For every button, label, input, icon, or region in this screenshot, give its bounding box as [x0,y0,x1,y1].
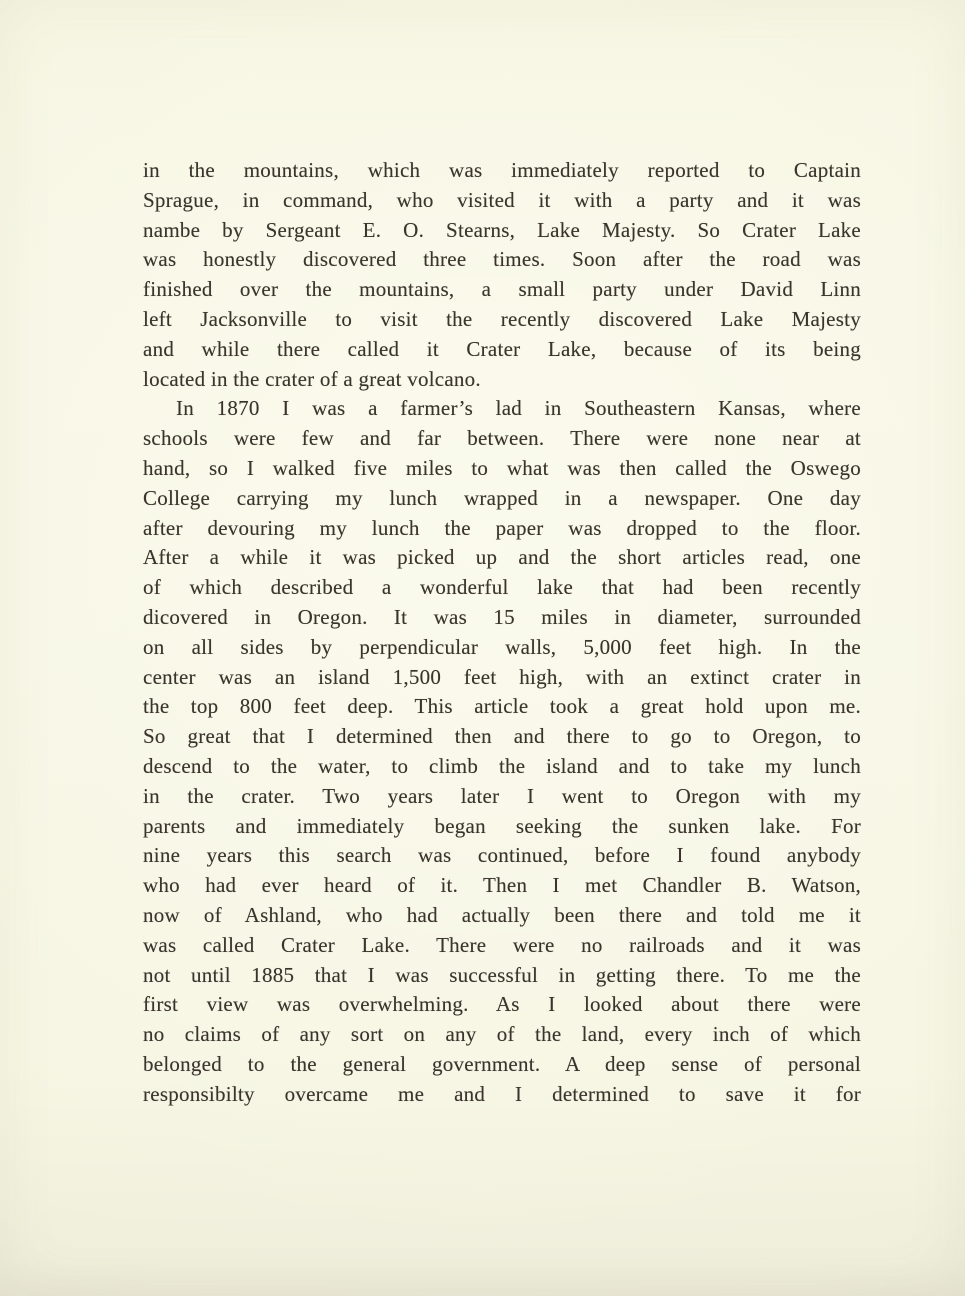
text-line: parents and immediately began seeking the sunken lake. For [143,813,861,838]
text-line: dicovered in Oregon. It was 15 miles in diameter, surrounded [143,604,861,629]
text-line: first view was overwhelming. As I looked about there were [143,992,861,1017]
text-line: not until 1885 that I was successful in getting there. To me the [143,962,861,987]
text-line: on all sides by perpendicular walls, 5,000 feet high. In the [143,634,861,659]
text-line: the top 800 feet deep. This article took a great hold upon me. [143,694,861,719]
text-line: nine years this search was continued, before I found anybody [143,843,861,868]
text-line: In 1870 I was a farmer’s lad in Southeastern Kansas, where [176,396,861,421]
text-line: now of Ashland, who had actually been there and told me it [143,902,861,927]
text-line: schools were few and far between. There were none near at [143,426,861,451]
text-line: located in the crater of a great volcano. [143,366,481,391]
text-line: nambe by Sergeant E. O. Stearns, Lake Majesty. So Crater Lake [143,217,861,242]
text-line: finished over the mountains, a small party under David Linn [143,277,861,302]
text-line: descend to the water, to climb the island and to take my lunch [143,753,861,778]
text-line: no claims of any sort on any of the land, every inch of which [143,1022,861,1047]
text-line: After a while it was picked up and the short articles read, one [143,545,861,570]
text-line: who had ever heard of it. Then I met Chandler B. Watson, [143,873,861,898]
text-line: Sprague, in command, who visited it with a party and it was [143,187,861,212]
text-line: in the crater. Two years later I went to Oregon with my [143,783,861,808]
text-line: responsibilty overcame me and I determined to save it for [143,1081,861,1106]
text-line: was honestly discovered three times. Soon after the road was [143,247,861,272]
text-line: So great that I determined then and there to go to Oregon, to [143,724,861,749]
text-block [143,156,861,1110]
text-line: College carrying my lunch wrapped in a newspaper. One day [143,485,861,510]
text-line: and while there called it Crater Lake, because of its being [143,336,861,361]
text-line: of which described a wonderful lake that had been recently [143,575,861,600]
text-line: belonged to the general government. A deep sense of personal [143,1051,861,1076]
text-line: in the mountains, which was immediately reported to Captain [143,158,861,182]
text-line: after devouring my lunch the paper was dropped to the floor. [143,515,861,540]
paragraph-2 [143,394,861,1109]
text-line: left Jacksonville to visit the recently discovered Lake Majesty [143,306,861,331]
text-line: was called Crater Lake. There were no railroads and it was [143,932,861,957]
paragraph-1 [143,156,861,394]
text-line: hand, so I walked five miles to what was then called the Oswego [143,455,861,480]
text-line: center was an island 1,500 feet high, with an extinct crater in [143,664,861,689]
